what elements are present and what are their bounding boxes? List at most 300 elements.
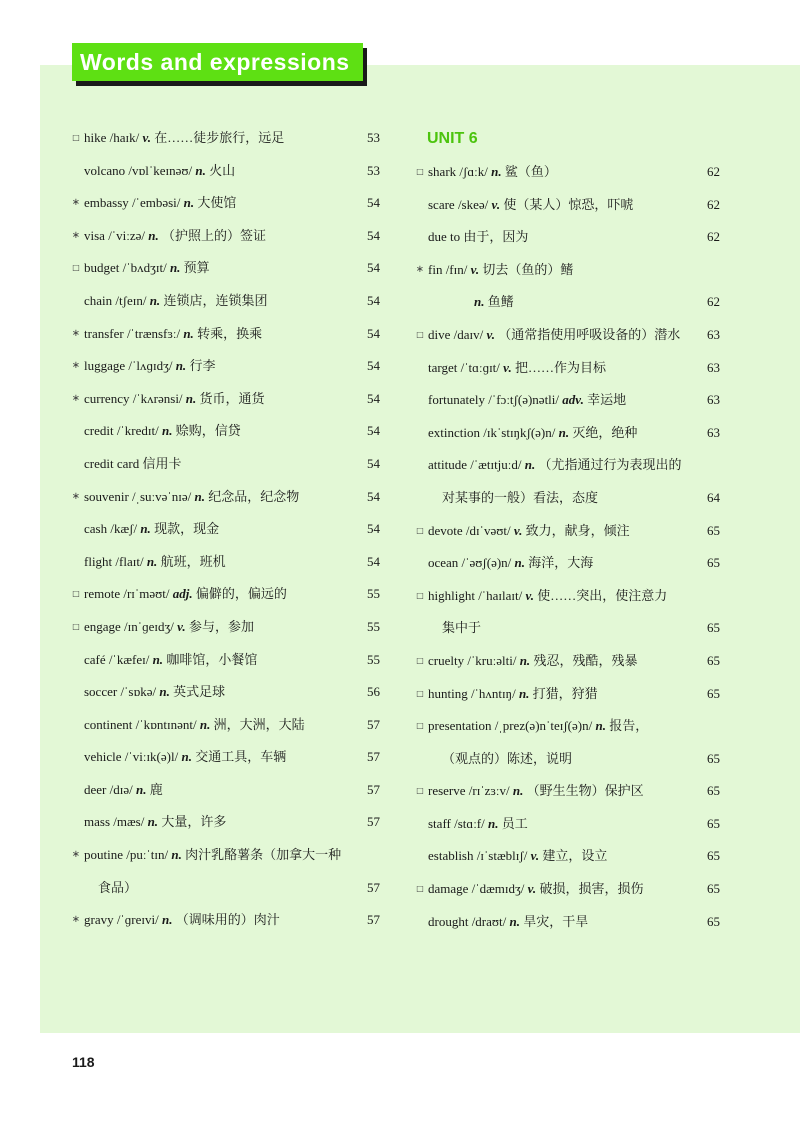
entry-text [428,189,633,222]
vocab-entry [70,676,380,709]
page-reference: 54 [367,488,380,504]
definition: 纪念品，纪念物 [208,488,300,504]
entry-text [98,872,137,905]
square-marker-icon: □ [416,525,424,535]
part-of-speech: v. [503,359,512,375]
headword: soccer /ˈsɒkə/ [84,684,157,700]
definition: 打猎，狩猎 [532,685,598,701]
vocab-entry [70,578,380,611]
entry-text [428,580,667,613]
page-reference: 65 [707,522,720,538]
headword: hike /haɪk/ [84,130,140,145]
definition: 现款，现金 [154,521,220,537]
part-of-speech: n. [185,390,197,406]
page-reference: 57 [367,781,380,797]
vocab-entry [70,448,380,481]
star-marker-icon: ∗ [71,197,81,209]
page-reference: 63 [707,392,720,408]
vocab-entry [414,612,720,645]
star-marker-icon: ∗ [71,490,81,502]
part-of-speech: n. [159,684,170,700]
definition: 参与，参加 [188,618,254,634]
definition: 行李 [189,358,216,374]
part-of-speech: n. [183,195,195,211]
vocab-entry [70,285,380,318]
vocab-entry [70,350,380,383]
square-marker-icon: □ [72,133,80,142]
headword: presentation /ˌprez(ə)nˈteɪʃ(ə)n/ [428,718,593,734]
headword: damage /ˈdæmɪdʒ/ [428,881,525,897]
entry-text [84,122,284,155]
vocab-entry [414,515,720,548]
page-reference: 62 [707,294,720,310]
left-vocabulary-column [70,122,380,937]
vocab-entry [414,547,720,580]
vocab-entry [70,513,380,546]
vocab-entry [70,546,380,579]
entry-text [84,839,341,872]
headword: engage /ɪnˈɡeɪdʒ/ [84,618,174,634]
headword: credit /ˈkredɪt/ [84,423,159,439]
vocab-entry [70,709,380,742]
star-marker-icon: ∗ [71,360,81,372]
definition: （通常指使用呼吸设备的）潜水 [498,326,681,342]
entry-text [428,352,606,385]
headword: attitude /ˈætɪtjuːd/ [428,457,522,473]
vocab-entry [70,220,380,253]
part-of-speech: adv. [562,392,584,408]
entry-text [428,254,573,287]
entry-text [428,710,648,743]
headword: poutine /puːˈtɪn/ [84,847,169,863]
page-reference: 54 [367,292,380,308]
entry-text [84,774,163,807]
vocab-entry [70,415,380,448]
vocab-entry [70,187,380,220]
vocab-entry [414,384,720,417]
part-of-speech: v. [486,326,496,342]
vocab-entry [70,318,380,351]
definition: 致力，献身，倾注 [525,522,630,538]
square-marker-icon: □ [416,884,424,894]
page-reference: 54 [367,390,380,406]
definition: 员工 [501,815,528,831]
headword: flight /flaɪt/ [84,553,144,569]
headword: devote /dɪˈvəʊt/ [428,522,511,538]
square-marker-icon: □ [72,263,80,273]
entry-text [84,611,254,644]
part-of-speech: v. [530,848,540,864]
entry-text [84,415,241,448]
part-of-speech: n. [183,325,194,341]
page-reference: 65 [707,555,720,571]
entry-text [428,384,626,417]
entry-text [84,318,262,351]
page-reference: 53 [367,162,380,178]
definition: 连锁店，连锁集团 [163,292,268,308]
entry-text [84,383,265,416]
vocab-entry [414,254,720,287]
vocab-entry [414,189,720,222]
entry-text [84,481,299,514]
page-reference: 65 [707,652,720,668]
definition: 对某事的一般）看法，态度 [442,489,599,505]
page-reference: 65 [707,848,720,864]
headword: continent /ˈkɒntɪnənt/ [84,716,197,732]
headword: vehicle /ˈviːɪk(ə)l/ [84,749,179,765]
entry-text [84,676,225,709]
headword: fortunately /ˈfɔːtʃ(ə)nətli/ [428,392,560,408]
part-of-speech: n. [181,749,192,765]
definition: 集中于 [442,620,482,636]
definition: 食品） [98,879,138,895]
vocab-entry [70,481,380,514]
headword: currency /ˈkʌrənsi/ [84,390,183,406]
part-of-speech: n. [558,424,570,440]
vocab-entry [70,872,380,905]
vocab-entry [70,774,380,807]
part-of-speech: n. [149,292,161,308]
headword: transfer /ˈtrænsfɜː/ [84,325,181,341]
entry-text [442,743,572,776]
definition: 旱灾，干旱 [523,913,589,929]
part-of-speech: n. [169,260,181,276]
entry-text [428,319,680,352]
definition: 肉汁乳酪薯条（加拿大一种 [185,847,342,863]
entry-text [428,906,588,939]
page-reference: 57 [367,749,380,765]
entry-text [474,286,514,319]
entry-text [84,904,280,937]
headword: staff /stɑːf/ [428,815,485,831]
part-of-speech: v. [142,130,152,145]
part-of-speech: n. [518,685,530,701]
definition: 货币，通货 [199,390,265,406]
part-of-speech: n. [491,164,502,179]
headword: gravy /ˈɡreɪvi/ [84,912,159,928]
headword: cruelty /ˈkruːəlti/ [428,652,517,668]
square-marker-icon: □ [416,786,424,796]
entry-text [84,644,257,677]
page-reference: 65 [707,685,720,701]
part-of-speech: n. [161,912,173,928]
definition: 海洋，大海 [528,555,594,571]
definition: 在……徒步旅行，远足 [154,130,285,145]
entry-text [84,448,181,481]
vocab-entry [70,904,380,937]
definition: 英式足球 [173,684,226,700]
page-reference: 55 [367,586,380,602]
vocab-entry [70,252,380,285]
definition: 咖啡馆，小餐馆 [166,651,258,667]
headword: embassy /ˈembəsi/ [84,195,181,211]
square-marker-icon: □ [416,688,424,698]
part-of-speech: n. [175,358,187,374]
entry-text [428,775,644,808]
page-reference: 54 [367,325,380,341]
vocab-entry [70,611,380,644]
vocab-entry [414,710,720,743]
part-of-speech: n. [152,651,164,667]
headword: due to [428,229,461,245]
headword: shark /ʃɑːk/ [428,164,488,179]
page-reference: 54 [367,521,380,537]
square-marker-icon: □ [416,721,424,731]
part-of-speech: n. [135,781,147,797]
definition: 使（某人）惊恐，吓唬 [503,196,634,212]
star-marker-icon: ∗ [71,229,81,241]
vocab-entry [414,352,720,385]
page-reference: 63 [707,424,720,440]
definition: 信用卡 [142,455,182,471]
part-of-speech: n. [474,294,485,310]
vocab-entry [414,417,720,450]
headword: café /ˈkæfeɪ/ [84,651,150,667]
page-reference: 57 [367,912,380,928]
vocab-entry [70,741,380,774]
entry-text [428,515,630,548]
page-reference: 55 [367,651,380,667]
part-of-speech: n. [195,162,206,178]
square-marker-icon: □ [416,655,424,665]
vocab-entry [414,482,720,515]
part-of-speech: n. [488,815,499,831]
definition: 灭绝，绝种 [572,424,638,440]
part-of-speech: v. [491,196,501,212]
headword: hunting /ˈhʌntɪŋ/ [428,685,516,701]
star-marker-icon: ∗ [71,849,81,861]
square-marker-icon: □ [72,621,80,631]
headword: establish /ɪˈstæblɪʃ/ [428,848,528,864]
page-number: 118 [72,1054,95,1070]
section-title-banner [72,43,363,81]
entry-text [428,678,598,711]
headword: luggage /ˈlʌɡɪdʒ/ [84,358,173,374]
headword: chain /tʃeɪn/ [84,292,147,308]
entry-text [84,741,286,774]
definition: 转乘，换乘 [197,325,263,341]
vocab-entry [414,743,720,776]
vocab-entry [70,644,380,677]
definition: 鱼鳍 [487,294,514,310]
entry-text [84,806,226,839]
page-reference: 65 [707,881,720,897]
definition: 洲，大洲，大陆 [213,716,305,732]
definition: 由于，因为 [463,229,529,245]
vocab-entry [414,808,720,841]
page-reference: 64 [707,489,720,505]
vocab-entry [414,286,720,319]
right-vocabulary-column [414,122,720,938]
square-marker-icon: □ [416,167,424,176]
headword: mass /mæs/ [84,814,145,830]
part-of-speech: n. [147,814,159,830]
square-marker-icon: □ [416,590,424,600]
vocab-entry [414,840,720,873]
vocab-entry [414,873,720,906]
star-marker-icon: ∗ [71,327,81,339]
entry-text [84,350,215,383]
page-reference: 57 [367,814,380,830]
vocab-entry [70,383,380,416]
unit-6-entry-list [414,156,720,938]
part-of-speech: n. [512,783,524,799]
entry-text [84,187,236,220]
entry-text [428,221,528,254]
entry-text [442,482,598,515]
part-of-speech: n. [148,227,159,243]
part-of-speech: n. [194,488,205,504]
star-marker-icon: ∗ [415,263,425,275]
headword: scare /skeə/ [428,196,489,212]
definition: 鲨（鱼） [504,164,557,179]
headword: extinction /ɪkˈstɪŋkʃ(ə)n/ [428,424,556,440]
vocab-entry [414,319,720,352]
part-of-speech: n. [524,457,536,473]
headword: volcano /vɒlˈkeɪnəʊ/ [84,162,193,178]
entry-text [84,709,305,742]
definition: 幸运地 [587,392,627,408]
entry-text [428,808,528,841]
definition: 航班，班机 [160,553,226,569]
page-reference: 65 [707,783,720,799]
vocab-entry [70,122,380,155]
part-of-speech: v. [513,522,523,538]
headword: fin /fɪn/ [428,261,468,277]
entry-text [428,417,637,450]
entry-text [428,645,637,678]
vocab-entry [414,221,720,254]
definition: （护照上的）签证 [162,227,267,243]
entry-text [428,840,607,873]
definition: 把……作为目标 [514,359,606,375]
vocab-entry [414,775,720,808]
entry-text [84,513,219,546]
vocab-entry [414,645,720,678]
entry-text [84,546,226,579]
part-of-speech: adj. [172,586,193,602]
entry-text [84,578,287,611]
headword: deer /dɪə/ [84,781,133,797]
headword: dive /daɪv/ [428,326,484,342]
unit-heading: UNIT 6 [427,130,478,147]
page-reference: 63 [707,359,720,375]
definition: 报告， [609,718,649,734]
definition: （调味用的）肉汁 [175,912,280,928]
part-of-speech: v. [525,587,535,603]
entry-text [428,547,593,580]
vocab-entry [414,156,720,189]
page-reference: 57 [367,716,380,732]
page-reference: 57 [367,879,380,895]
page-reference: 62 [707,229,720,245]
page-reference: 54 [367,227,380,243]
entry-text [442,612,481,645]
entry-text [84,252,210,285]
page-reference: 56 [367,684,380,700]
page-reference: 54 [367,358,380,374]
headword: target /ˈtɑːɡɪt/ [428,359,500,375]
page-reference: 53 [367,130,380,145]
headword: budget /ˈbʌdʒɪt/ [84,260,167,276]
page-reference: 62 [707,196,720,212]
page-reference: 63 [707,326,720,342]
definition: 使……突出，使注意力 [537,587,668,603]
star-marker-icon: ∗ [71,914,81,926]
entry-text [428,449,682,482]
headword: credit card [84,455,140,471]
headword: visa /ˈviːzə/ [84,227,146,243]
page-reference: 55 [367,618,380,634]
part-of-speech: n. [519,652,531,668]
square-marker-icon: □ [72,589,80,599]
part-of-speech: n. [199,716,211,732]
part-of-speech: v. [177,618,186,634]
vocab-entry [414,906,720,939]
part-of-speech: n. [140,521,151,537]
definition: 交通工具，车辆 [195,749,287,765]
entry-text [428,873,643,906]
definition: （野生生物）保护区 [526,783,644,799]
headword: cash /kæʃ/ [84,521,138,537]
definition: 大使馆 [197,195,237,211]
vocab-entry [414,580,720,613]
definition: 预算 [183,260,210,276]
entry-text [84,285,267,318]
part-of-speech: n. [509,913,520,929]
part-of-speech: n. [146,553,158,569]
part-of-speech: n. [171,847,182,863]
page-reference: 65 [707,913,720,929]
definition: 大量，许多 [161,814,227,830]
vocab-entry [70,806,380,839]
section-title: Words and expressions [72,43,363,81]
vocab-entry [70,839,380,872]
square-marker-icon: □ [416,329,424,339]
definition: 赊购，信贷 [175,423,241,439]
entry-text [84,155,235,188]
definition: 残忍，残酷，残暴 [533,652,638,668]
definition: （尤指通过行为表现出的 [538,457,682,473]
definition: 火山 [209,162,236,178]
entry-text [428,156,557,189]
definition: （观点的）陈述，说明 [442,750,573,766]
definition: 建立，设立 [542,848,608,864]
page-reference: 54 [367,423,380,439]
page-reference: 54 [367,455,380,471]
part-of-speech: n. [161,423,173,439]
entry-text [84,220,266,253]
headword: reserve /rɪˈzɜːv/ [428,783,510,799]
headword: souvenir /ˌsuːvəˈnɪə/ [84,488,192,504]
page-reference: 65 [707,750,720,766]
page-reference: 54 [367,260,380,276]
definition: 鹿 [149,781,163,797]
headword: ocean /ˈəʊʃ(ə)n/ [428,555,512,571]
definition: 破损，损害，损伤 [539,881,644,897]
page-reference: 65 [707,620,720,636]
part-of-speech: v. [470,261,480,277]
page-reference: 54 [367,195,380,211]
vocab-entry [414,449,720,482]
headword: remote /rɪˈməʊt/ [84,586,170,602]
definition: 切去（鱼的）鳍 [482,261,574,277]
part-of-speech: n. [514,555,526,571]
page-reference: 54 [367,553,380,569]
part-of-speech: n. [595,718,606,734]
star-marker-icon: ∗ [71,392,81,404]
part-of-speech: v. [527,881,537,897]
